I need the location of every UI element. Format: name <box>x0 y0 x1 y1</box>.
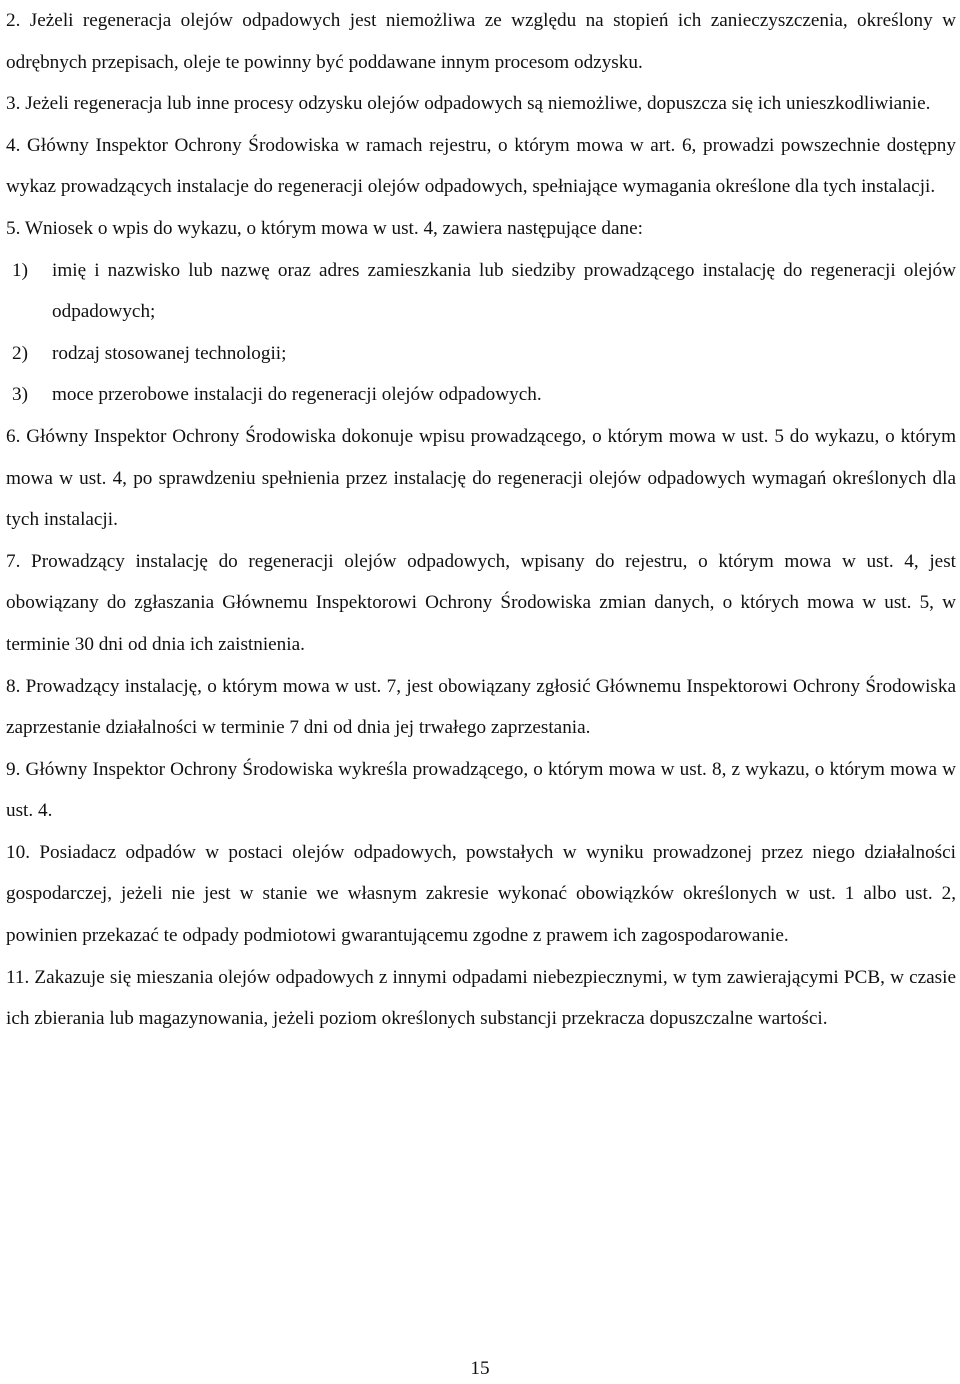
list-item-number: 1) <box>12 259 28 281</box>
paragraph-10: 10. Posiadacz odpadów w postaci olejów odpadowych, powstałych w wyniku prowadzonej przez niego działalności gospodarczej, jeżeli nie jest w stanie we własnym zakresie wykonać obowiązków określonych w ust. 1 albo ust. 2, powinien przekazać te odpady podmiotowi gwarantującemu zgodne z prawem ich zagospodarowanie. <box>6 841 956 947</box>
list-item-text: imię i nazwisko lub nazwę oraz adres zamieszkania lub siedziby prowadzącego instalację do regeneracji olejów odpadowych; <box>52 259 956 323</box>
paragraph-7: 7. Prowadzący instalację do regeneracji olejów odpadowych, wpisany do rejestru, o którym mowa w ust. 4, jest obowiązany do zgłaszania Głównemu Inspektorowi Ochrony Środowiska zmian danych, o których mowa w ust. 5, w terminie 30 dni od dnia ich zaistnienia. <box>6 550 956 655</box>
list-item-number: 2) <box>12 342 28 364</box>
paragraph-5: 5. Wniosek o wpis do wykazu, o którym mowa w ust. 4, zawiera następujące dane: <box>6 217 643 239</box>
list-item-3 <box>6 374 956 416</box>
list-item-1 <box>6 250 956 333</box>
paragraph-6: 6. Główny Inspektor Ochrony Środowiska dokonuje wpisu prowadzącego, o którym mowa w ust. 5 do wykazu, o którym mowa w ust. 4, po sprawdzeniu spełnienia przez instalację do regeneracji olejów odpadowych wymagań określonych dla tych instalacji. <box>6 425 956 531</box>
paragraph-8: 8. Prowadzący instalację, o którym mowa w ust. 7, jest obowiązany zgłosić Głównemu Inspektorowi Ochrony Środowiska zaprzestanie działalności w terminie 7 dni od dnia jej trwałego zaprzestania. <box>6 675 956 739</box>
list-item-number: 3) <box>12 384 28 406</box>
paragraph-3: 3. Jeżeli regeneracja lub inne procesy odzysku olejów odpadowych są niemożliwe, dopuszcza się ich unieszkodliwianie. <box>6 93 931 115</box>
list-item-text: moce przerobowe instalacji do regeneracji olejów odpadowych. <box>52 384 542 406</box>
list-item-text: rodzaj stosowanej technologii; <box>52 342 287 364</box>
paragraph-4: 4. Główny Inspektor Ochrony Środowiska w ramach rejestru, o którym mowa w art. 6, prowadzi powszechnie dostępny wykaz prowadzących instalacje do regeneracji olejów odpadowych, spełniające wymagania określone dla tych instalacji. <box>6 134 956 198</box>
paragraph-11: 11. Zakazuje się mieszania olejów odpadowych z innymi odpadami niebezpiecznymi, w tym zawierającymi PCB, w czasie ich zbierania lub magazynowania, jeżeli poziom określonych substancji przekracza dopuszczalne wartości. <box>6 966 956 1030</box>
document-body <box>6 0 956 1040</box>
paragraph-2: 2. Jeżeli regeneracja olejów odpadowych jest niemożliwa ze względu na stopień ich zanieczyszczenia, określony w odrębnych przepisach, oleje te powinny być poddawane innym procesom odzysku. <box>6 10 956 73</box>
list-item-2 <box>6 333 956 375</box>
page-number: 15 <box>470 1358 490 1379</box>
paragraph-9: 9. Główny Inspektor Ochrony Środowiska wykreśla prowadzącego, o którym mowa w ust. 8, z wykazu, o którym mowa w ust. 4. <box>6 758 956 822</box>
